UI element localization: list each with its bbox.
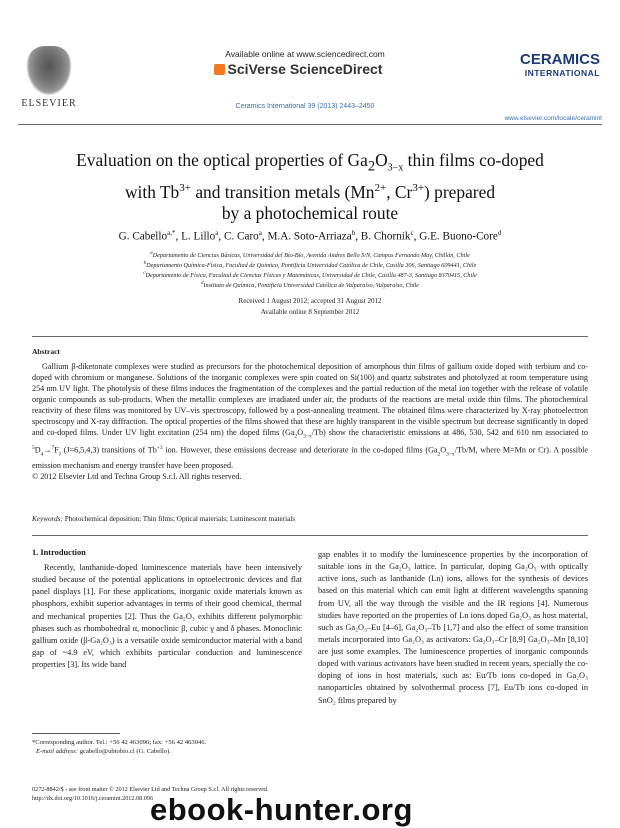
author: L. Lillo: [181, 230, 216, 243]
corresponding-author: *Corresponding author. Tel.: +56 42 463096; fax: +56 42 463046.: [32, 739, 207, 746]
elsevier-logo: [18, 46, 80, 112]
author: G. Cabello: [118, 230, 168, 243]
journal-logo-subtitle: INTERNATIONAL: [524, 68, 600, 78]
section-heading-introduction: 1. Introduction: [32, 548, 86, 557]
abstract-text: Gallium β-diketonate complexes were studied as precursors for the photochemical deposition of amorphous thin films of gallium oxide doped with terbium and co-doped with chromium or manganese. Solutions of the inorganic complexes were spin coated on Si(100) and quartz substrates and photolyzed at room temperature using 254 nm UV light. The photolysis of these films induces the fragmentation of the complexes and the partial reduction of the metal ion together with the release of volatile organic compounds as sub-products. When the metallic complexes are irradiated under air, the products of the reactions are metal oxide thin films. The photochemical reactivity of these films was monitored by UV–vis spectroscopy, followed by a post-annealing treatment. The obtained films were characterized by X-ray photoelectron spectroscopy and X-ray diffraction. The optical properties of the films showed that these are highly transparent in the visible spectrum but decrease significantly in doped and co-doped films. Under UV light excitation (254 nm) the doped films $(Ga_2O_{3-x}/Tb)$ show the characteristic emissions at 486, 530, 542 and 610 nm associated to $^5D_4\to^7F_J$ (J=6,5,4,3) transitions of $Tb^{+3}$ ion. However, these emissions decrease and deteriorate in the co-doped films ($Ga_2O_{3-x}/Tb/M$, where M=Mn or Cr). A possible emission mechanism and energy transfer have been proposed. © 2012 Elsevier Ltd and Techna Group S.r.l. All rights reserved.: [32, 362, 588, 482]
issn-line: 0272-8842/$ - see front matter © 2012 Elsevier Ltd and Techna Group S.r.l. All rights reserved.: [32, 786, 269, 793]
sciverse-logo: [175, 61, 435, 77]
abstract-bottom-divider: [32, 535, 588, 536]
body-column-right: [318, 549, 588, 707]
publisher-name: ELSEVIER: [21, 98, 77, 109]
available-online-text: Available online at www.sciencedirect.com: [225, 49, 385, 59]
affiliation-d: $^d$Instituto de Química, Pontificia Universidad Católica de Valparaíso, Valparaíso, Chile: [200, 281, 420, 290]
author: G.E. Buono-Core: [419, 230, 498, 243]
author: B. Chornik: [360, 230, 411, 243]
body-column-left: [32, 562, 302, 671]
elsevier-tree-emblem: [26, 46, 72, 96]
online-date: Available online 8 September 2012: [260, 308, 360, 316]
abstract-heading: Abstract: [32, 347, 60, 356]
journal-reference-link[interactable]: Ceramics International 39 (2013) 2443–2450: [235, 103, 375, 110]
doi-link[interactable]: http://dx.doi.org/10.1016/j.ceramint.2012.08.096: [32, 794, 154, 802]
footnote-divider: [32, 733, 120, 734]
author: M.A. Soto-Arriaza: [267, 230, 352, 243]
sciverse-mark-icon: [214, 64, 225, 75]
watermark-text: ebook-hunter.org: [150, 792, 413, 827]
abstract-top-divider: [32, 336, 588, 337]
keywords: [32, 515, 588, 523]
abstract-copyright: © 2012 Elsevier Ltd and Techna Group S.r.l. All rights reserved.: [32, 472, 242, 482]
email-label: E-mail address:: [36, 748, 79, 756]
article-title: Evaluation on the optical properties of $Ga_2O_{3-x}$ thin films co-doped with $Tb^{3+}$ and transition metals ($Mn^{2+}$, $Cr^{3+}$) prepared by a photochemical route: [76, 150, 544, 224]
platform-name: SciVerse ScienceDirect: [227, 61, 383, 77]
affiliation-b: $^b$Departamento Química-Física, Facultad de Química, Pontificia Universidad Católica de Chile, Casilla 306, Santiago 609441, Chile: [143, 261, 477, 270]
author-list: G. Cabello$^{a,*}$, L. Lillo$^a$, C. Caro$^a$, M.A. Soto-Arriaza$^b$, B. Chornik$^c$, G.E. Buono-Core$^d$: [118, 229, 502, 243]
intro-paragraph-1: Recently, lanthanide-doped luminescence materials have been intensively studied because of the potential applications in optoelectronic devices and flat panel displays [1]. For these applications, inorganic oxide materials known as phosphors, exhibit superior advantages in terms of their good chemical, thermal and mechanical properties [2]. Thus the Ga₂O₃ exhibits different polymorphic phases such as rhombohedral α, monoclinic β, cubic γ and δ phases. Monoclinic gallium oxide (β-Ga₂O₃) is a versatile oxide semiconductor material with a band gap of ~4.9 eV, which exhibits particular conduction and luminescence properties [3]. Its wide band: [32, 563, 302, 669]
journal-homepage-link[interactable]: www.elsevier.com/locate/ceramint: [504, 115, 602, 122]
affiliation-a: $^a$Departamento de Ciencias Básicas, Universidad del Bío-Bío, Avenida Andres Bello S/N, Campus Fernando May, Chillán, Chile: [150, 251, 470, 260]
keywords-list: Photochemical deposition; Thin films; Optical materials; Luminescent materials: [64, 515, 296, 523]
keywords-label: Keywords:: [32, 515, 63, 523]
corresponding-author-footnote: [32, 738, 302, 757]
author-email[interactable]: gcabello@ubiobio.cl (G. Cabello).: [79, 748, 171, 756]
author: C. Caro: [223, 230, 259, 243]
affiliation-c: $^c$Departamento de Física, Facultad de Ciencias Físicas y Matemáticas, Universidad de Chile, Casilla 487-3, Santiago 8370415, Chile: [143, 271, 477, 280]
journal-logo-title: CERAMICS: [519, 51, 600, 68]
header-divider: [18, 124, 602, 125]
received-date: Received 1 August 2012; accepted 31 August 2012: [238, 297, 382, 305]
intro-paragraph-continued: gap enables it to modify the luminescence properties by the incorporation of suitable ions in the Ga₂O₃ lattice. In particular, doping Ga₂O₃ with optically active ions, such as lanthanide (Ln) ions, allows for the synthesis of devices based on this material which can emit light at different wavelengths spanning from UV, all the way through the visible and the IR regions [4]. Numerous studies have reported on the properties of Ln ions doped Ga₂O₃ as host material, such as Ga₂O₃–Eu [4–6], Ga₂O₃–Tb [1,7] and also the effect of some transition metals incorporated into Ga₂O₃ as activators: Ga₂O₃–Cr [8,9] Ga₂O₃–Mn [8,10] are just some examples. The luminescence properties of inorganic compounds doped with various activators have been studied in recent years, specially the co-doping of ions in host materials, such as: Eu/Tb ions co-doped in Ga₂O₃ nanoparticles obtained by solvothermal process [7], Eu/Tb ions co-doped in SnO₂ films prepared by: [318, 550, 588, 705]
